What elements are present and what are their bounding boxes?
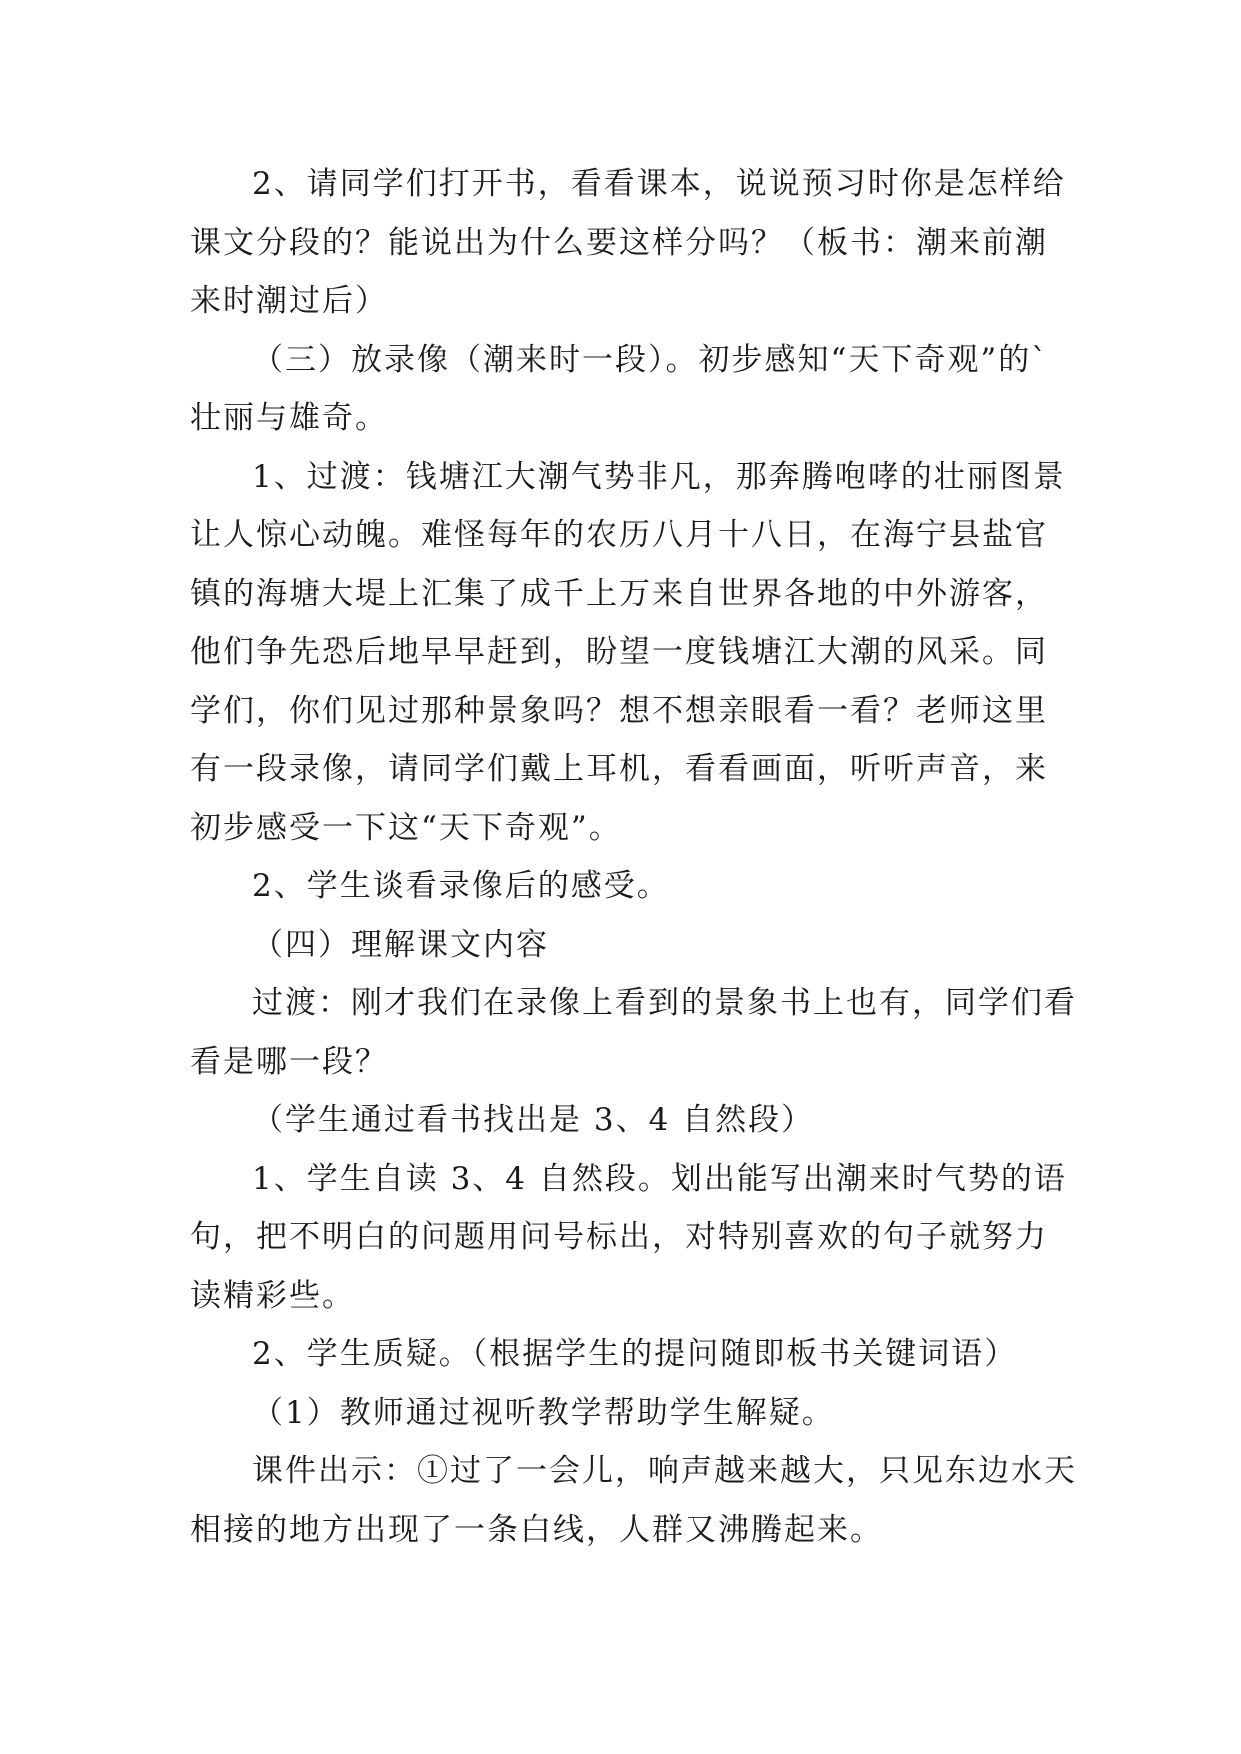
document-body — [190, 155, 1080, 1559]
paragraph: 课件出示：①过了一会儿，响声越来越大，只见东边水天相接的地方出现了一条白线，人群又沸腾起来。 — [190, 1453, 1077, 1548]
section-heading: （四）理解课文内容 — [252, 926, 549, 963]
paragraph: 2、请同学们打开书，看看课本，说说预习时你是怎样给课文分段的？能说出为什么要这样分吗？（板书：潮来前潮来时潮过后） — [190, 166, 1066, 319]
paragraph: 2、学生谈看录像后的感受。 — [252, 868, 670, 904]
paragraph: 1、学生自读 3、4 自然段。划出能写出潮来时气势的语句，把不明白的问题用问号标出，对特别喜欢的句子就努力读精彩些。 — [190, 1160, 1067, 1314]
paragraph: （1）教师通过视听教学帮助学生解疑。 — [252, 1394, 835, 1431]
paragraph: 2、学生质疑。（根据学生的提问随即板书关键词语） — [252, 1336, 1018, 1372]
paragraph: （三）放录像（潮来时一段）。初步感知“天下奇观”的`壮丽与雄奇。 — [190, 341, 1049, 436]
paragraph: 1、过渡：钱塘江大潮气势非凡，那奔腾咆哮的壮丽图景让人惊心动魄。难怪每年的农历八月十八日，在海宁县盐官镇的海塘大堤上汇集了成千上万来自世界各地的中外游客，他们争先恐后地早早赶到，盼望一度钱塘江大潮的风采。同学们，你们见过那种景象吗？想不想亲眼看一看？老师这里有一段录像，请同学们戴上耳机，看看画面，听听声音，来初步感受一下这“天下奇观”。 — [190, 458, 1066, 846]
paragraph: （学生通过看书找出是 3、4 自然段） — [252, 1102, 815, 1138]
paragraph: 过渡：刚才我们在录像上看到的景象书上也有，同学们看看是哪一段？ — [190, 985, 1077, 1080]
